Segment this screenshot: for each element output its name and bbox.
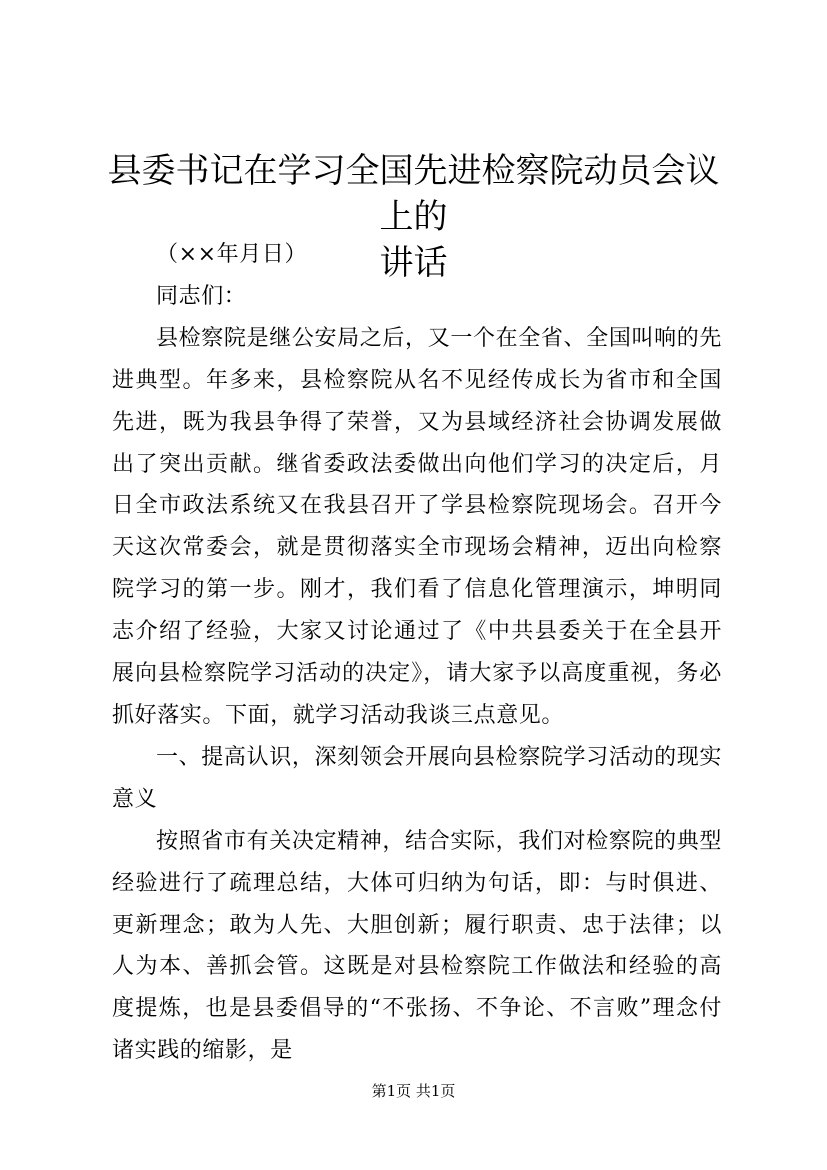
document-date: （××年月日） — [156, 242, 308, 267]
paragraph-1: 县检察院是继公安局之后，又一个在全省、全国叫响的先进典型。年多来，县检察院从名不见经传成长为省市和全国先进，既为我县争得了荣誉，又为县域经济社会协调发展做出了突出贡献。继省委政法委做出向他们学习的决定后，月日全市政法系统又在我县召开了学县检察院现场会。召开今天这次常委会，就是贯彻落实全市现场会精神，迈出向检察院学习的第一步。刚才，我们看了信息化管理演示，坤明同志介绍了经验，大家又讨论通过了《中共县委关于在全县开展向县检察院学习活动的决定》，请大家予以高度重视，务必抓好落实。下面，就学习活动我谈三点意见。 — [112, 325, 722, 728]
salutation: 同志们： — [156, 283, 247, 309]
page-footer: 第1页 共1页 — [371, 1082, 456, 1100]
paragraph-2: 按照省市有关决定精神，结合实际，我们对检察院的典型经验进行了疏理总结，大体可归纳为句话，即：与时俱进、更新理念；敢为人先、大胆创新；履行职责、忠于法律；以人为本、善抓会管。这既是对县检察院工作做法和经验的高度提炼，也是县委倡导的“不张扬、不争论、不言败”理念付诸实践的缩影，是 — [112, 828, 722, 1064]
title-line-2: 讲话 — [379, 243, 448, 283]
title-line-1: 县委书记在学习全国先进检察院动员会议上的 — [107, 151, 720, 237]
document-body — [112, 234, 722, 1072]
section-heading-1: 一、提高认识，深刻领会开展向县检察院学习活动的现实意义 — [112, 744, 722, 812]
